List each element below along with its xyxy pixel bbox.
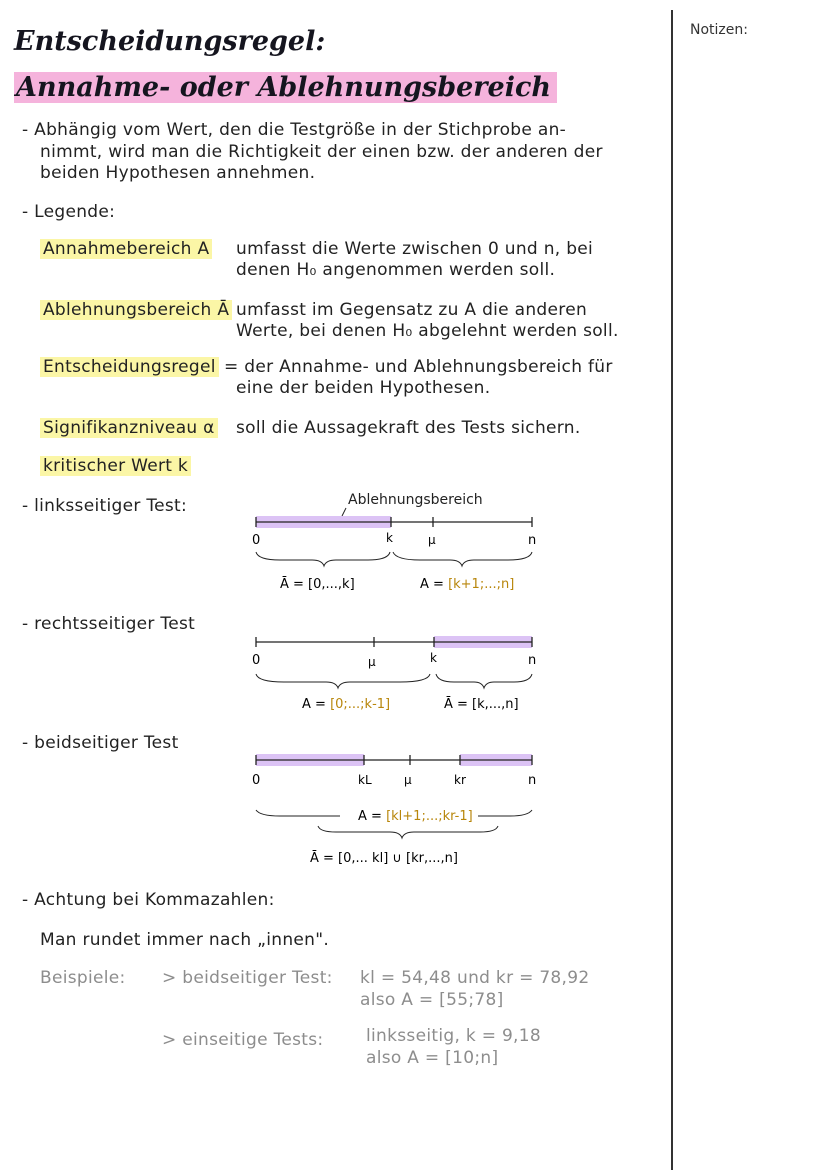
- decimals-heading: - Achtung bei Kommazahlen:: [22, 890, 275, 910]
- right-abar-text: Ā = [k,...,n]: [444, 697, 519, 712]
- right-tick-label-0: 0: [252, 653, 261, 668]
- legend-term-k: [40, 456, 191, 476]
- right-tick-label-n: n: [528, 653, 537, 668]
- left-brace-abar: [256, 552, 390, 566]
- legend-term-regel-text: Entscheidungsregel: [40, 357, 219, 377]
- intro-line3: beiden Hypothesen annehmen.: [40, 163, 316, 183]
- example1-label: > beidseitiger Test:: [162, 968, 333, 988]
- left-abar-text: Ā = [0,...,k]: [280, 577, 355, 592]
- legend-def-ablehnung-2: Werte, bei denen H₀ abgelehnt werden soll.: [236, 321, 619, 341]
- left-tick-label-mu: μ: [428, 533, 436, 547]
- legend-def-ablehnung-1: umfasst im Gegensatz zu A die anderen: [236, 300, 588, 320]
- both-a-prefix: A =: [358, 809, 387, 824]
- both-a-value: [kl+1;...;kr-1]: [386, 809, 473, 824]
- legend-term-ablehnung-text: Ablehnungsbereich Ā: [40, 300, 232, 320]
- legend-term-annahme-text: Annahmebereich A: [40, 239, 212, 259]
- intro-line1: - Abhängig vom Wert, den die Testgröße in der Stichprobe an-: [22, 120, 567, 140]
- legend-def-alpha: soll die Aussagekraft des Tests sichern.: [236, 418, 581, 438]
- legend-term-k-text: kritischer Wert k: [40, 456, 191, 476]
- legend-def-regel-2: eine der beiden Hypothesen.: [236, 378, 491, 398]
- both-tick-label-kl: kL: [358, 773, 372, 787]
- legend-def-annahme-1: umfasst die Werte zwischen 0 und n, bei: [236, 239, 594, 259]
- test-both-diagram: [240, 748, 560, 874]
- test-left-label: - linksseitiger Test:: [22, 496, 188, 516]
- right-brace-abar: [436, 674, 532, 688]
- both-brace-right-arm: [478, 810, 532, 816]
- examples-label: Beispiele:: [40, 968, 126, 988]
- both-tick-label-mu: μ: [404, 773, 412, 787]
- left-tick-label-n: n: [528, 533, 537, 548]
- left-a-text: [420, 577, 514, 592]
- right-brace-a: [256, 674, 430, 688]
- both-a-text: [358, 809, 473, 824]
- notes-label: Notizen:: [690, 22, 748, 38]
- left-region-label: Ablehnungsbereich: [348, 492, 483, 508]
- both-tick-label-kr: kr: [454, 773, 466, 787]
- legend-term-annahme: [40, 239, 212, 259]
- both-brace-left-arm: [256, 810, 340, 816]
- both-tick-label-n: n: [528, 773, 537, 788]
- legend-term-regel: [40, 357, 219, 377]
- legend-def-annahme-2: denen H₀ angenommen werden soll.: [236, 260, 556, 280]
- page-title: [14, 26, 325, 57]
- test-both-label: - beidseitiger Test: [22, 733, 179, 753]
- test-right-label: - rechtsseitiger Test: [22, 614, 196, 634]
- example2-line2: also A = [10;n]: [366, 1048, 499, 1068]
- right-a-value: [0;...;k-1]: [330, 697, 391, 712]
- test-left-diagram: [240, 486, 560, 598]
- both-abar-text: Ā = [0,... kl] ∪ [kr,...,n]: [310, 851, 458, 866]
- left-brace-a: [393, 552, 532, 566]
- left-a-value: [k+1;...;n]: [448, 577, 515, 592]
- example2-label: > einseitige Tests:: [162, 1030, 324, 1050]
- legend-term-alpha-text: Signifikanzniveau α: [40, 418, 218, 438]
- left-region-pointer: [342, 508, 346, 516]
- example1-line2: also A = [55;78]: [360, 990, 504, 1010]
- title-line2: Annahme- oder Ablehnungsbereich: [14, 72, 557, 103]
- legend-term-alpha: [40, 418, 218, 438]
- left-tick-label-0: 0: [252, 533, 261, 548]
- legend-heading: - Legende:: [22, 202, 116, 222]
- page-subtitle: [14, 72, 557, 103]
- left-a-prefix: A =: [420, 577, 449, 592]
- left-tick-label-k: k: [386, 531, 393, 545]
- intro-line2: nimmt, wird man die Richtigkeit der einen bzw. der anderen der: [40, 142, 603, 162]
- decimals-rule: Man rundet immer nach „innen".: [40, 930, 330, 950]
- both-brace-a: [318, 826, 498, 838]
- title-line1: Entscheidungsregel:: [14, 26, 326, 57]
- example1-line1: kl = 54,48 und kr = 78,92: [360, 968, 590, 988]
- sidebar-divider: [671, 10, 673, 1170]
- example2-line1: linksseitig, k = 9,18: [366, 1026, 541, 1046]
- legend-term-ablehnung: [40, 300, 232, 320]
- right-tick-label-mu: μ: [368, 655, 376, 669]
- legend-def-regel-1: = der Annahme- und Ablehnungsbereich für: [224, 357, 613, 377]
- right-tick-label-k: k: [430, 651, 437, 665]
- test-right-diagram: [240, 630, 560, 718]
- right-a-text: [302, 697, 390, 712]
- both-tick-label-0: 0: [252, 773, 261, 788]
- right-a-prefix: A =: [302, 697, 331, 712]
